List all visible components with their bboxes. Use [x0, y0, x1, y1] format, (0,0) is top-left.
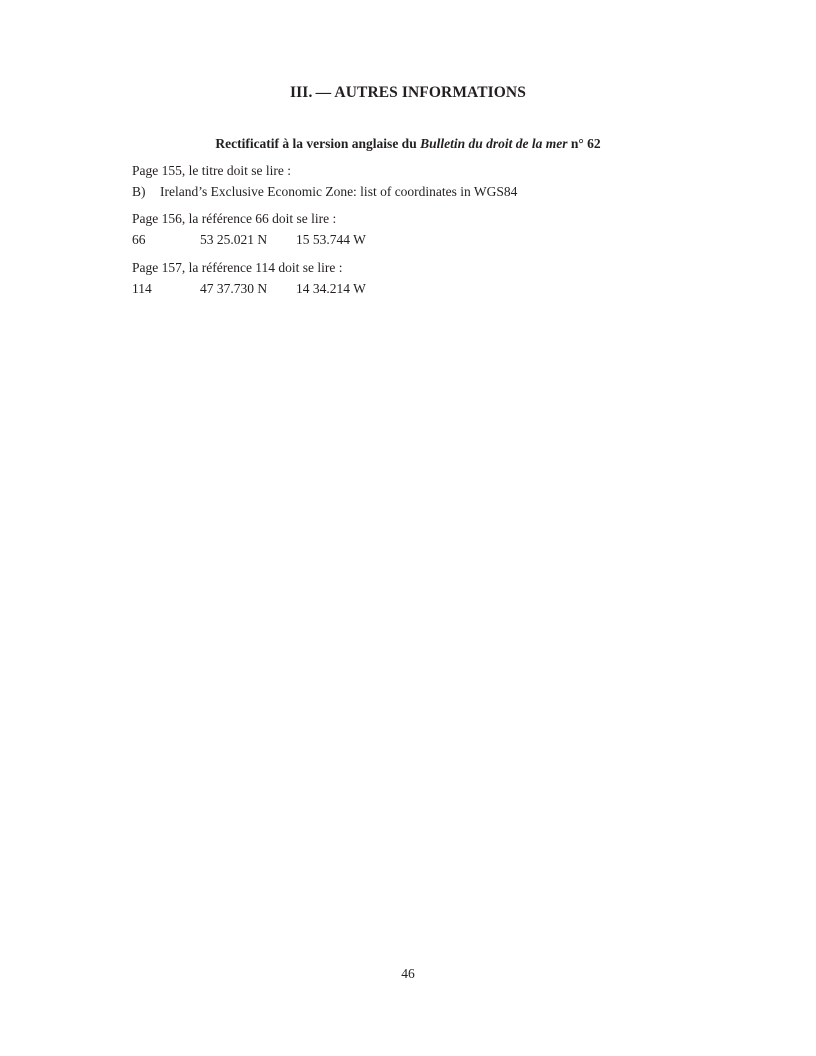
coordinate-row-66	[132, 232, 532, 250]
reference-number: 114	[132, 281, 152, 296]
correction-heading-prefix: Rectificatif à la version anglaise du	[215, 136, 421, 151]
section-title: III. — AUTRES INFORMATIONS	[290, 84, 526, 101]
correction-heading	[0, 136, 816, 152]
longitude-value: 14 34.214 W	[296, 281, 366, 296]
coordinate-row-114	[132, 281, 532, 299]
list-marker: B)	[132, 184, 146, 199]
correction-intro-page-155: Page 155, le titre doit se lire :	[132, 163, 291, 178]
latitude-value: 47 37.730 N	[200, 281, 268, 296]
corrected-title-text: Ireland’s Exclusive Economic Zone: list of coordinates in WGS84	[160, 184, 518, 199]
correction-intro-page-156: Page 156, la référence 66 doit se lire :	[132, 211, 337, 226]
correction-title-line	[132, 184, 517, 200]
latitude-value: 53 25.021 N	[200, 232, 268, 247]
longitude-value: 15 53.744 W	[296, 232, 366, 247]
correction-intro-page-157: Page 157, la référence 114 doit se lire :	[132, 260, 343, 275]
reference-number: 66	[132, 232, 146, 247]
page-number: 46	[401, 966, 415, 981]
correction-heading-suffix: n° 62	[567, 136, 601, 151]
bulletin-title: Bulletin du droit de la mer	[420, 136, 568, 151]
